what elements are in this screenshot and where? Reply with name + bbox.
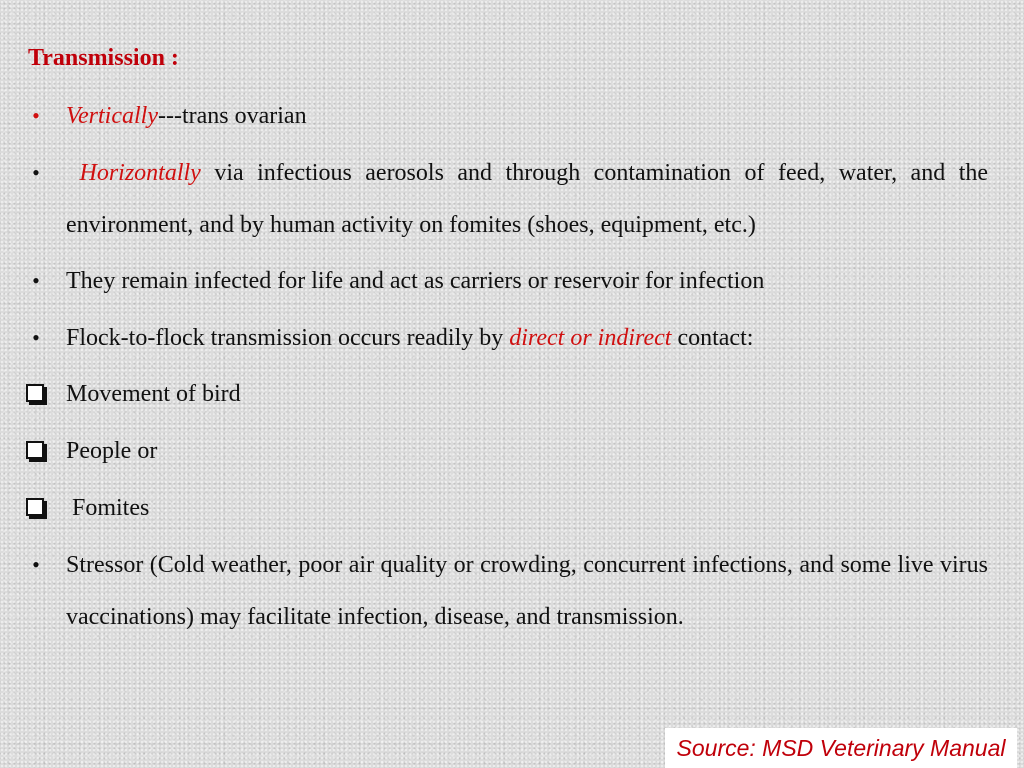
bullet-text xyxy=(66,147,995,251)
checklist-text: Movement of bird xyxy=(66,381,241,407)
checklist-text: Fomites xyxy=(66,495,150,521)
source-citation: Source: MSD Veterinary Manual xyxy=(665,728,1017,768)
checkbox-icon xyxy=(26,441,44,459)
body-text: Flock-to-flock transmission occurs readily by xyxy=(66,325,510,351)
bullet-text xyxy=(66,539,988,643)
bullet-icon: • xyxy=(32,160,40,185)
bullet-icon: • xyxy=(32,325,40,350)
bullet-text xyxy=(66,255,988,307)
body-text: via infectious aerosols and through contamination of feed, water, and the environment, and by human activity on fomites (shoes, equipment, etc.) xyxy=(66,160,995,238)
bullet-icon: • xyxy=(32,552,40,577)
bullet-icon: • xyxy=(32,103,40,128)
bullet-icon: • xyxy=(32,268,40,293)
body-text: They remain infected for life and act as carriers or reservoir for infection xyxy=(66,268,765,294)
emphasis-text: direct or indirect xyxy=(509,325,672,351)
checklist-text: People or xyxy=(66,438,158,464)
checkbox-icon xyxy=(26,384,44,402)
bullet-text xyxy=(66,312,988,364)
emphasis-text: Horizontally xyxy=(66,160,201,186)
body-text: contact: xyxy=(671,325,754,351)
slide-heading: Transmission : xyxy=(28,45,179,71)
body-text: ---trans ovarian xyxy=(157,103,307,129)
bullet-text xyxy=(66,90,988,142)
checkbox-icon xyxy=(26,498,44,516)
emphasis-text: Vertically xyxy=(66,103,158,129)
body-text: Stressor (Cold weather, poor air quality or crowding, concurrent infections, and some live virus vaccinations) may facilitate infection, disease, and transmission. xyxy=(66,552,988,630)
